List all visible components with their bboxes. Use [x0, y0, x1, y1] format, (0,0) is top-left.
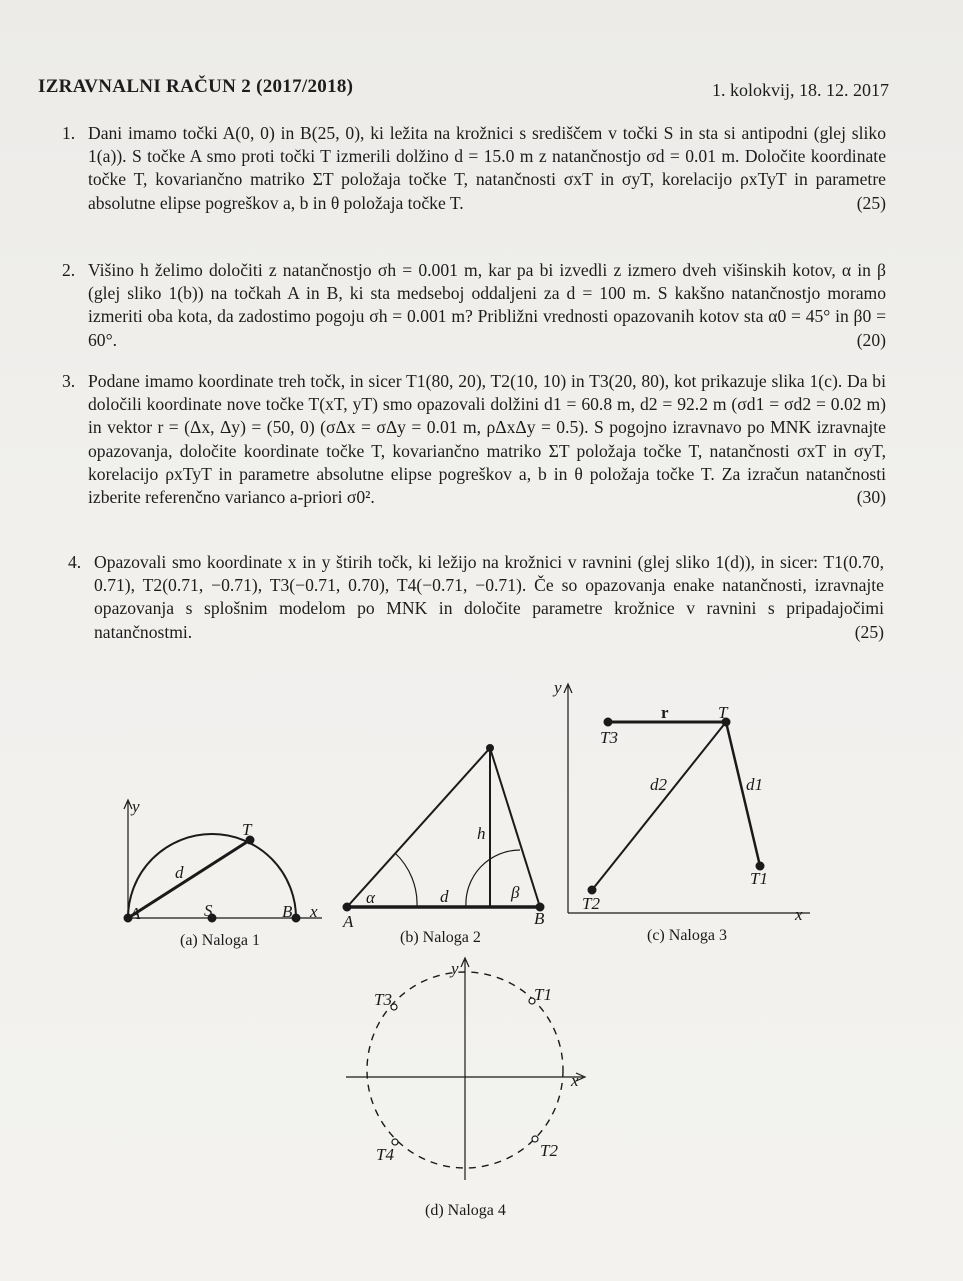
line-d	[128, 840, 250, 918]
label-b: B	[534, 909, 545, 928]
label-t: T	[718, 703, 728, 722]
label-a: A	[130, 904, 141, 923]
task-points: (25)	[856, 192, 886, 213]
exam-date: 1. kolokvij, 18. 12. 2017	[711, 80, 889, 100]
label-x: x	[310, 902, 318, 921]
label-d1: d1	[746, 775, 763, 794]
label-h: h	[477, 824, 486, 843]
caption-c: (c) Naloga 3	[647, 927, 727, 944]
label-y: y	[451, 959, 459, 978]
side-ab-top	[347, 748, 490, 907]
task-number: 3.	[62, 371, 76, 391]
figure-d-labels	[374, 959, 579, 1164]
label-t3: T3	[374, 990, 392, 1009]
label-t: T	[242, 820, 252, 839]
task-points: (20)	[856, 329, 886, 350]
label-x: x	[795, 905, 803, 924]
label-t2: T2	[540, 1141, 558, 1160]
caption-b: (b) Naloga 2	[400, 929, 481, 946]
task-number: 4.	[68, 552, 82, 572]
task-points: (30)	[856, 487, 886, 508]
label-b: B	[282, 902, 293, 921]
line-d2	[592, 722, 726, 890]
label-y: y	[554, 678, 562, 697]
label-t1: T1	[534, 985, 552, 1004]
point-a	[344, 904, 351, 911]
caption-d: (d) Naloga 4	[425, 1202, 506, 1219]
label-d2: d2	[650, 775, 667, 794]
label-t1: T1	[750, 869, 768, 888]
task-points: (25)	[854, 621, 884, 642]
caption-a: (a) Naloga 1	[180, 932, 260, 949]
label-y: y	[132, 797, 140, 816]
figure-c	[564, 684, 810, 913]
point-b	[293, 915, 300, 922]
label-t2: T2	[582, 894, 600, 913]
task-text: Višino h želimo določiti z natančnostjo σh = 0.001 m, kar pa bi izvedli z izmero dveh višinskih kotov, α in β (glej sliko 1(b)) na točkah A in B, ki sta medseboj oddaljeni za d = 100 m. S kakšno natančnostjo moramo izmeriti oba kota, da zadostimo pogoju σh = 0.001 m? Približni vrednosti opazovanih kotov sta α0 = 45° in β0 = 60°.	[88, 260, 886, 350]
line-d1	[726, 722, 760, 866]
exam-title: IZRAVNALNI RAČUN 2 (2017/2018)	[38, 76, 354, 97]
point-t3	[605, 719, 612, 726]
label-d: d	[440, 887, 449, 906]
label-a: A	[343, 912, 354, 931]
label-r: r	[661, 703, 669, 722]
figure-a-labels	[129, 797, 318, 923]
point-t2	[589, 887, 596, 894]
label-s: S	[204, 901, 213, 920]
label-beta: β	[511, 883, 520, 902]
label-x: x	[571, 1071, 579, 1090]
label-t3: T3	[600, 728, 618, 747]
arc-alpha	[395, 853, 417, 907]
point-t2	[532, 1136, 538, 1142]
task-text: Podane imamo koordinate treh točk, in sicer T1(80, 20), T2(10, 10) in T3(20, 80), kot prikazuje slika 1(c). Da bi določili koordinate nove točke T(xT, yT) smo opazovali dolžini d1 = 60.8 m, d2 = 92.2 m (σd1 = σd2 = 0.02 m) in vektor r = (Δx, Δy) = (50, 0) (σΔx = σΔy = 0.01 m, ρΔxΔy = 0.5). S pogojno izravnavo po MNK izravnajte opazovanja, določite koordinate točke T, kovariančno matriko ΣT položaja točke T, natančnosti σxT in σyT, korelacijo ρxTyT in parametre absolutne elipse pogreškov a, b in θ položaja točke T. Za izračun natančnosti izberite referenčno varianco a-priori σ0².	[88, 371, 886, 508]
label-d: d	[175, 863, 184, 882]
task-number: 1.	[62, 123, 76, 143]
task-text: Opazovali smo koordinate x in y štirih točk, ki ležijo na krožnici v ravnini (glej sliko 1(d)), in sicer: T1(0.70, 0.71), T2(0.71, −0.71), T3(−0.71, 0.70), T4(−0.71, −0.71). Če so opazovanja enake natančnosti, izravnajte opazovanja s splošnim modelom po MNK in določite parametre krožnice v ravnini s pripadajočimi natančnostmi.	[94, 552, 884, 642]
label-alpha: α	[366, 888, 375, 907]
point-top	[487, 745, 493, 751]
task-number: 2.	[62, 260, 76, 280]
label-t4: T4	[376, 1145, 394, 1164]
task-text: Dani imamo točki A(0, 0) in B(25, 0), ki ležita na krožnici s središčem v točki S in sta si antipodni (glej sliko 1(a)). S točke A smo proti točki T izmerili dolžino d = 15.0 m z natančnostjo σd = 0.01 m. Določite koordinate točke T, kovariančno matriko ΣT položaja točke T, natančnosti σxT in σyT, korelacijo ρxTyT in parametre absolutne elipse pogreškov a, b in θ položaja točke T.	[88, 123, 886, 213]
